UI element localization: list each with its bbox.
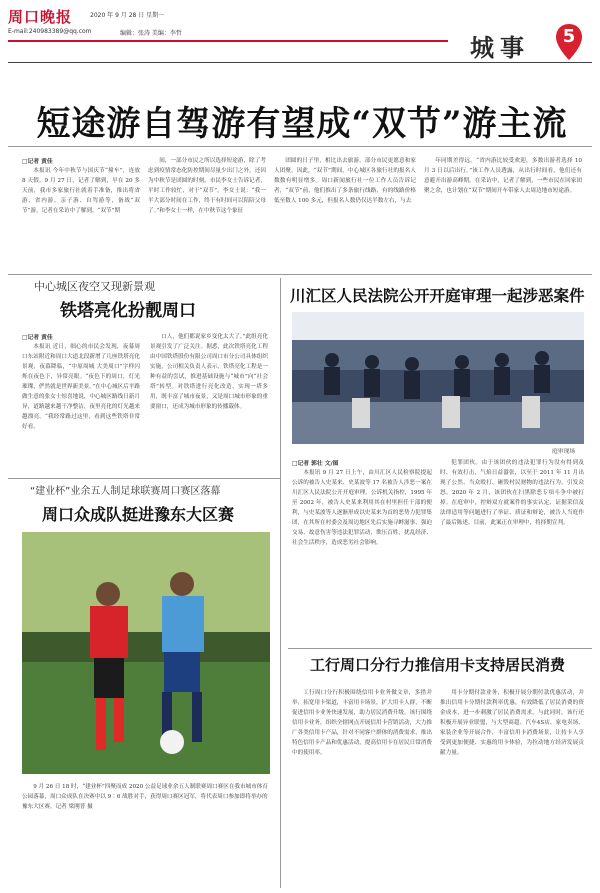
contact-email: E-mail:240983389@qq.com — [8, 28, 92, 35]
top-story-col-2: 间，一部分市民之所以选择短途游，除了考虑到疫情常态化防控期间尽量少出门之外，还因为中秋节是团圆的时刻。市民李女士告诉记者，平时工作较忙，对于“双节”，李女士说：“我一半大部分时间在工作，终于有时间可以陪陪父母了。”和李女士一样，在中秋节这个象征 — [148, 158, 266, 214]
court-story-headline: 川汇区人民法院公开开庭审理一起涉恶案件 — [290, 286, 585, 305]
soccer-story-kicker: “建业杯”业余五人制足球联赛周口赛区落幕 — [30, 486, 221, 497]
soccer-story-headline: 周口众成队挺进豫东大区赛 — [42, 505, 235, 524]
icbc-story-col-1: 工行周口分行积极围绕信用卡业务做文章，多措并举，拓宽用卡渠道，丰富用卡场景，扩大用卡人群，不断促进信用卡业务快速发展，助力居民消费升级。该行围绕信用卡业务，组织全辖网点开展信用卡营销活动，大力推广各类信用卡产品，针对不同客户群体的消费需求，推出特色信用卡产品和优惠活动，提高信用卡在居民日常消费中的使用率。 — [292, 690, 432, 756]
court-hearing-photo — [292, 312, 584, 444]
tower-story-col-1: 本报讯 近日，细心的市民会发现，夜幕周口东站附近和周口大道北段新增了几座铁塔亮化景观，夜幕降临，“中原周城 大美周口”字样闪烁在夜色下，异常亮眼。“夜色下的周口，灯光璀璨，俨然就是世界新美景。”在中心城区后平路做生意的张女士惊喜地说，中心城区路线日新月异，道路越来越干净整洁，夜里亮化的灯光越来越漂亮。“我经常路过这里，看到这些铁塔非常好看。 — [22, 344, 140, 430]
top-story-col-3: 团圆的日子里，相比出去旅游，部分市民更愿意和家人团聚。因此，“双节”期间，中心城区各旅行社的报名人数数有明显增多。周口新闻旅行社一位工作人员告诉记者，“双节”前，他们推出了多条旅行线路，有的线路价格低至数人 100 多元，但报名人数仍仅达半数左右，与去 — [274, 158, 416, 204]
court-story-byline: □记者 郭壮 文/图 — [292, 461, 339, 467]
court-story-col-1: 本报讯 9 月 27 日上午，由川汇区人民检察院提起公诉的被告人史某来、史某波等 17 名被告人涉恶一案在川汇区人民法院公开开庭审理。公诉机关指控，1995 年至 2002 年，被告人史某来利用其在村里担任干部的便利，与史某波等人逐渐形成以史某来为首的恶势力犯罪集团，在其所在村委会及周边地区先后实施寻衅滋事、强迫交易、故意伤害等违法犯罪活动，欺压百姓，扰乱经济、社会生活秩序，造成恶劣社会影响。 — [292, 470, 432, 546]
tower-story-col-2: 口人，他们都说家乡变化太大了。”此组亮化景观引发了广泛关注。据悉，此次铁塔亮化工程由中国铁塔股份有限公司周口市分公司具体组织实施，公司相关负责人表示，铁塔亮化工程是一种有益的尝试，推进基础设施与“城市”向“社会塔”转型。对铁塔进行亮化改造，实现一塔多用，既丰富了城市夜景，又是周口城市形象的重要窗口，还成为城市形象的传播载体。 — [150, 334, 268, 410]
soccer-match-photo — [22, 532, 270, 774]
icbc-story-headline: 工行周口分行力推信用卡支持居民消费 — [310, 656, 566, 674]
court-story-col-2: 犯罪团伙。由于该团伙的违法犯罪行为没有得到及时、有效打击，气焰日益嚣张，以至于 2011 年 11 月出现了公然、当众殴打、砸毁村民财物的违法行为，引发众怒。2020 年 2 月，该团伙在扫黑除恶专项斗争中被打掉。在庭审中，控辩双方就案件的事实认定、证据采信及法律适用等问题进行了举证、质证和辩论，被告人当庭作了最后陈述。目前，此案正在审理中，将择期宣判。 — [440, 460, 584, 526]
section-title: 城事 — [470, 33, 530, 62]
tower-story-headline: 铁塔亮化扮靓周口 — [60, 301, 196, 321]
soccer-photo-caption: 9 月 26 日 18 时，“建业杯”四聚而成 2020 公益足球业余五人制联赛周口赛区在我市城市体育公园落幕，周口众成队在决赛中以 9∶6 战胜对手，获得周口赛区冠军，将代表周口参加即将举办的豫东大区赛。记者 梁刚普 摄 — [22, 784, 268, 810]
page-number: 5 — [562, 26, 576, 47]
newspaper-logo: 周口晚报 — [8, 8, 73, 26]
top-story-col-4: 年同期差得远。“省内游比较受欢迎，多数出游者选择 10 月 3 日以后出行。”该工作人员透露，从出行时间看，他们还有意避开出游高峰期。在采访中，记者了解到，一些市民在回家团聚之余，也计划在“双节”期间开车带家人去周边地市短途游。 — [424, 158, 582, 194]
editor-credit: 编辑：张涛 美编：李哲 — [120, 30, 182, 37]
court-photo-caption: 庭审现场 — [552, 449, 576, 455]
tower-story-kicker: 中心城区夜空又现新景观 — [34, 280, 155, 293]
top-story-byline: □记者 黄佳 — [22, 159, 53, 165]
page-number-badge — [554, 22, 584, 62]
tower-story-byline: □记者 黄佳 — [22, 335, 53, 341]
top-story-col-1: 本报讯 今年中秋节与国庆节“撞车”，连放 8 天假。9 月 27 日，记者了解到，早在 20 多天前，我市多家旅行社就着手准备，推出将省游、省内游、亲子游、自驾游等，备战“双节”游。记者在采访中了解到，“双节”期 — [22, 168, 140, 214]
top-story-headline: 短途游自驾游有望成“双节”游主流 — [36, 104, 568, 144]
icbc-story-col-2: 用卡分期付款业务，积极开展分期付款优惠活动，并推出信用卡分期付款利率优惠，有效降低了居民消费的资金成本，进一步刺激了居民消费需求。与此同时，该行还积极开展异业联盟，与大型商超、汽车4S店、家电卖场、家装企业等开展合作，丰富信用卡消费场景，让持卡人享受到更加便捷、实惠的用卡体验，为拉动地方经济发展贡献力量。 — [440, 690, 584, 756]
issue-date: 2020 年 9 月 28 日 星期一 — [90, 12, 165, 19]
